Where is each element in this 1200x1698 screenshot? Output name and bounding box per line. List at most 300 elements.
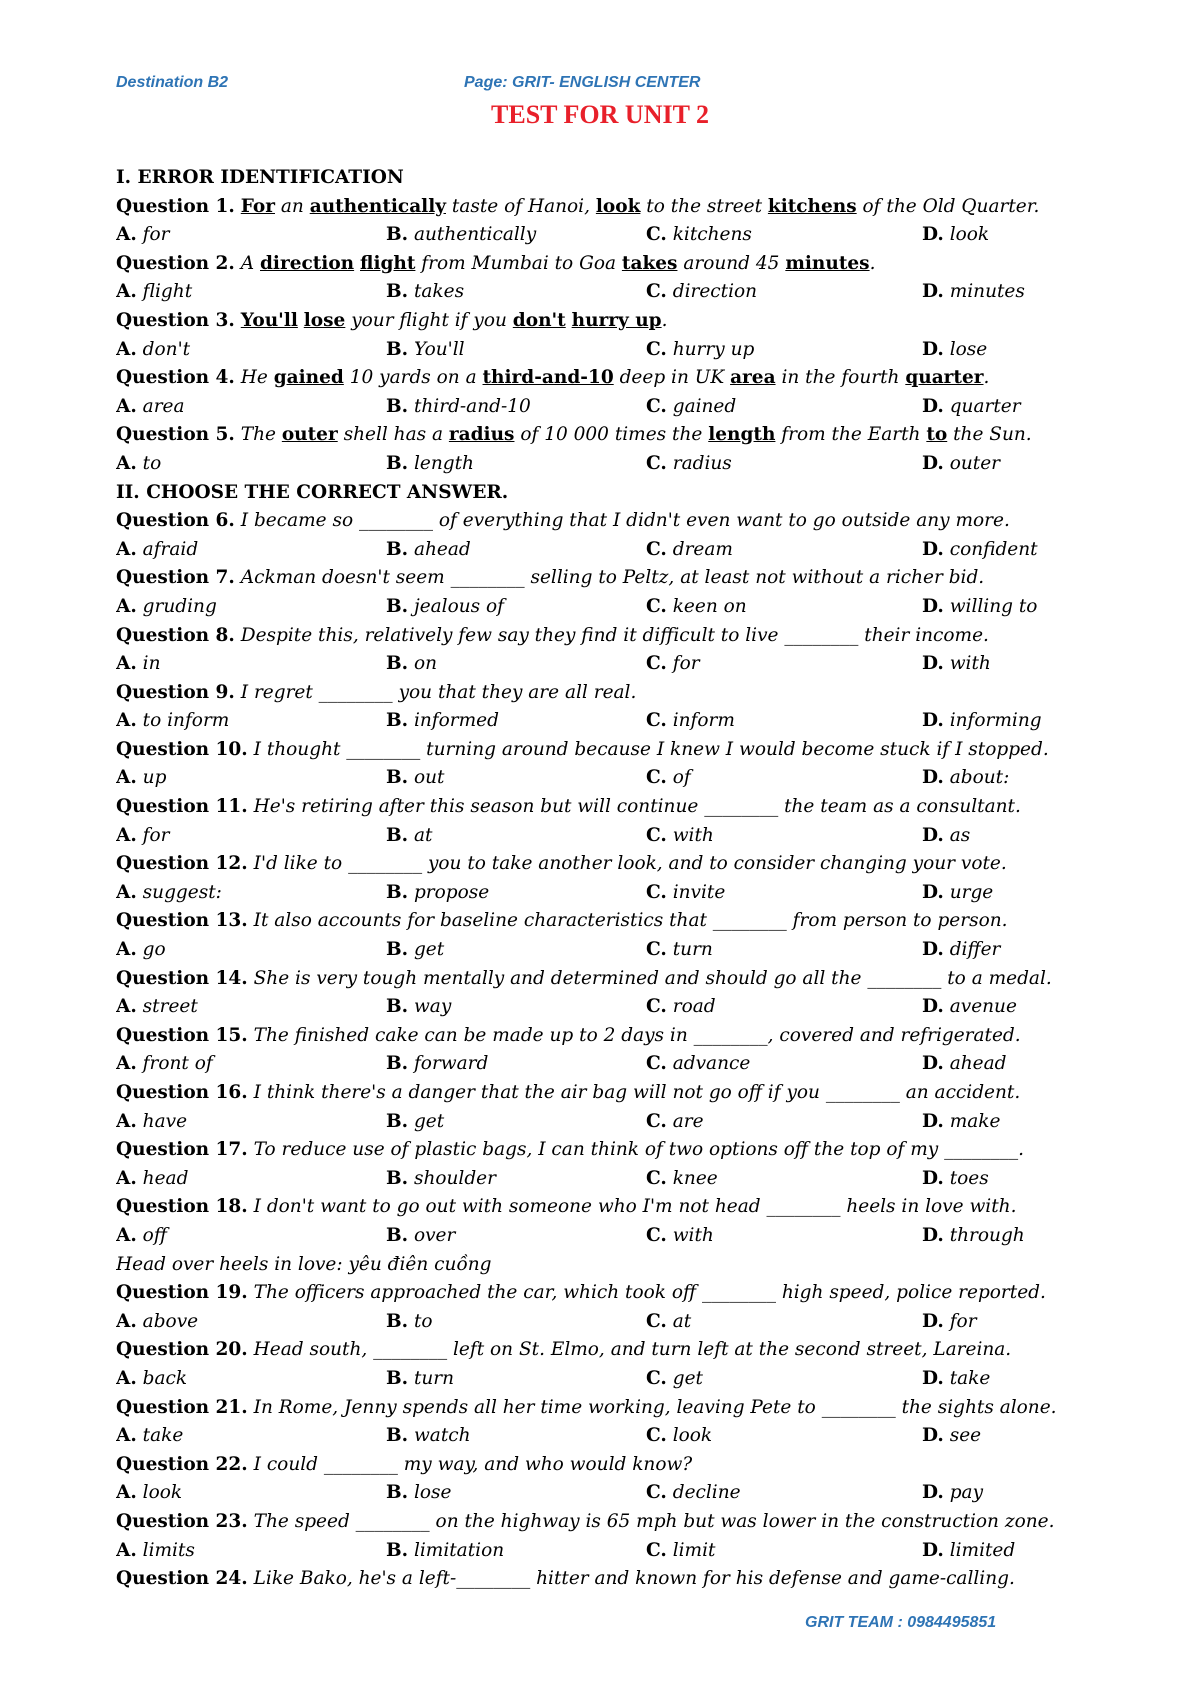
answer-option — [386, 1479, 646, 1508]
question-number: Question 17. — [116, 1139, 248, 1161]
option-text: minutes — [943, 281, 1025, 303]
answer-option — [116, 450, 386, 479]
underlined-word: takes — [621, 252, 678, 274]
question-fragment: of the Old Quarter. — [856, 195, 1040, 217]
answer-option — [116, 1108, 386, 1137]
option-letter: D. — [922, 1425, 944, 1447]
answer-option — [116, 393, 386, 422]
answer-option — [922, 536, 1038, 565]
option-letter: A. — [116, 538, 137, 560]
option-letter: B. — [386, 395, 409, 417]
question-number: Question 19. — [116, 1282, 248, 1304]
answer-option — [386, 1308, 646, 1337]
answer-option — [646, 593, 922, 622]
option-text: willing to — [943, 595, 1038, 617]
section-heading: II. CHOOSE THE CORRECT ANSWER. — [116, 481, 509, 503]
question-text — [248, 1139, 1024, 1160]
question-line — [116, 1279, 1136, 1308]
question-number: Question 7. — [116, 567, 235, 589]
answer-option — [116, 1308, 386, 1337]
option-letter: A. — [116, 1482, 137, 1504]
question-text — [235, 567, 984, 588]
question-number: Question 16. — [116, 1082, 248, 1103]
answer-option — [386, 1365, 646, 1394]
option-text: limit — [666, 1539, 716, 1561]
answer-option — [386, 536, 646, 565]
option-letter: D. — [922, 1053, 944, 1075]
answer-option — [386, 593, 646, 622]
answer-option — [646, 822, 922, 851]
question-line — [116, 679, 1136, 708]
option-text: authentically — [408, 224, 537, 246]
underlined-word: lose — [303, 309, 346, 331]
answer-option — [922, 393, 1021, 422]
option-text: informing — [943, 710, 1042, 732]
answer-option — [646, 393, 922, 422]
underlined-word: kitchens — [767, 195, 857, 217]
answer-option — [922, 1222, 1025, 1251]
option-letter: B. — [386, 1310, 409, 1332]
answer-option — [646, 1537, 922, 1566]
question-fragment: I don't want to go out with someone who I'm not head ________ heels in love with. — [247, 1196, 1017, 1218]
option-letter: D. — [922, 710, 944, 732]
option-letter: A. — [116, 710, 137, 732]
answer-option — [922, 336, 987, 365]
option-text: lose — [408, 1482, 452, 1504]
question-text — [248, 739, 1049, 760]
option-text: lose — [943, 338, 988, 360]
answer-option — [646, 993, 922, 1022]
option-letter: A. — [116, 939, 137, 961]
underlined-word: radius — [448, 424, 515, 446]
option-letter: B. — [386, 767, 409, 789]
option-text: about: — [943, 767, 1010, 789]
option-text: inform — [666, 710, 735, 732]
answer-option — [646, 1479, 922, 1508]
option-text: for — [136, 824, 170, 846]
option-letter: B. — [386, 595, 409, 617]
answer-option — [646, 536, 922, 565]
option-text: limited — [943, 1539, 1016, 1561]
option-letter: B. — [386, 338, 409, 360]
underlined-word: don't — [512, 309, 566, 331]
question-text — [248, 1025, 1021, 1046]
option-letter: B. — [386, 224, 409, 246]
question-fragment: I'd like to ________ you to take another look, and to consider changing your vote. — [247, 853, 1007, 875]
question-text — [235, 196, 1040, 217]
question-text — [235, 510, 1010, 531]
option-text: as — [943, 824, 971, 846]
option-letter: B. — [386, 1482, 409, 1504]
question-number: Question 13. — [116, 910, 248, 932]
question-fragment: Like Bako, he's a left-________ hitter and known for his defense and game-calling. — [247, 1568, 1015, 1590]
option-text: up — [136, 767, 167, 789]
option-text: limits — [136, 1539, 195, 1561]
option-text: road — [666, 996, 716, 1018]
option-letter: C. — [646, 1367, 667, 1389]
option-text: dream — [666, 538, 733, 560]
question-text — [235, 625, 989, 646]
option-letter: C. — [646, 538, 667, 560]
question-fragment: The officers approached the car, which took off ________ high speed, police reported. — [247, 1282, 1046, 1304]
option-letter: D. — [922, 281, 944, 303]
answer-option — [386, 764, 646, 793]
answer-option — [386, 1537, 646, 1566]
question-text — [248, 796, 1021, 817]
option-text: with — [943, 653, 991, 675]
answer-option — [646, 1308, 922, 1337]
underlined-word: flight — [360, 252, 416, 274]
answer-option — [922, 593, 1037, 622]
option-text: look — [943, 224, 990, 246]
answer-option — [646, 879, 922, 908]
option-letter: B. — [386, 996, 409, 1018]
answer-options — [116, 593, 1136, 622]
question-number: Question 12. — [116, 853, 248, 875]
answer-option — [386, 1050, 646, 1079]
question-fragment: . — [661, 309, 668, 331]
underlined-word: hurry up — [571, 309, 662, 331]
option-letter: B. — [386, 1167, 409, 1189]
answer-option — [116, 650, 386, 679]
question-line — [116, 850, 1136, 879]
option-letter: C. — [646, 710, 667, 732]
option-text: at — [408, 824, 433, 846]
question-line — [116, 1079, 1136, 1108]
answer-option — [922, 936, 1000, 965]
question-line — [116, 1394, 1136, 1423]
option-text: in — [136, 653, 161, 675]
option-text: take — [136, 1425, 184, 1447]
question-line — [116, 1565, 1136, 1594]
option-letter: D. — [922, 1310, 944, 1332]
question-line — [116, 793, 1136, 822]
answer-options — [116, 764, 1136, 793]
option-text: head — [136, 1167, 189, 1189]
option-text: on — [408, 653, 438, 675]
option-letter: D. — [922, 824, 944, 846]
option-text: radius — [666, 452, 732, 474]
answer-option — [646, 1050, 922, 1079]
underlined-word: look — [595, 195, 641, 217]
answer-option — [922, 278, 1025, 307]
option-letter: D. — [922, 395, 944, 417]
option-letter: A. — [116, 824, 137, 846]
header-left: Destination B2 — [116, 74, 229, 91]
question-fragment: your flight if you — [345, 309, 513, 331]
answer-option — [386, 822, 646, 851]
question-fragment: an — [274, 195, 310, 217]
answer-option — [646, 936, 922, 965]
option-text: invite — [666, 881, 726, 903]
option-letter: C. — [646, 1224, 667, 1246]
option-letter: B. — [386, 1367, 409, 1389]
option-letter: A. — [116, 1110, 137, 1132]
option-letter: B. — [386, 710, 409, 732]
answer-option — [922, 1308, 977, 1337]
option-text: have — [136, 1110, 188, 1132]
option-text: gruding — [136, 595, 217, 617]
answer-options — [116, 450, 1136, 479]
option-text: toes — [943, 1167, 989, 1189]
answer-option — [386, 393, 646, 422]
question-text — [248, 1082, 1020, 1103]
underlined-word: authentically — [309, 195, 446, 217]
question-fragment: of 10 000 times the — [514, 424, 709, 446]
option-text: look — [666, 1425, 713, 1447]
question-number: Question 14. — [116, 967, 248, 989]
answer-option — [646, 764, 922, 793]
question-number: Question 22. — [116, 1453, 248, 1475]
answer-options — [116, 1537, 1136, 1566]
option-text: look — [136, 1482, 183, 1504]
option-letter: A. — [116, 1310, 137, 1332]
option-letter: B. — [386, 1110, 409, 1132]
answer-option — [386, 879, 646, 908]
question-fragment: around 45 — [677, 252, 786, 274]
question-fragment: He — [234, 367, 274, 389]
answer-option — [646, 1108, 922, 1137]
option-text: back — [136, 1367, 188, 1389]
answer-option — [386, 1165, 646, 1194]
answer-options — [116, 278, 1136, 307]
option-letter: B. — [386, 824, 409, 846]
question-text — [248, 968, 1052, 989]
question-fragment: I became so ________ of everything that I didn't even want to go outside any more. — [234, 510, 1010, 532]
option-letter: A. — [116, 1167, 137, 1189]
question-fragment: from the Earth — [775, 424, 927, 446]
answer-option — [116, 278, 386, 307]
underlined-word: to — [926, 424, 948, 446]
question-fragment: deep in UK — [613, 367, 731, 389]
answer-options — [116, 221, 1136, 250]
answer-option — [386, 450, 646, 479]
answer-option — [646, 336, 922, 365]
option-letter: B. — [386, 1053, 409, 1075]
option-text: length — [408, 452, 474, 474]
underlined-word: direction — [260, 252, 355, 274]
option-letter: D. — [922, 653, 944, 675]
note-line: Head over heels in love: yêu điên cuồng — [116, 1253, 492, 1275]
option-letter: A. — [116, 1425, 137, 1447]
option-letter: B. — [386, 1224, 409, 1246]
question-line — [116, 250, 1136, 279]
answer-option — [646, 1165, 922, 1194]
option-text: ahead — [943, 1053, 1007, 1075]
option-text: decline — [666, 1482, 741, 1504]
answer-options — [116, 1050, 1136, 1079]
question-line — [116, 1336, 1136, 1365]
question-line — [116, 507, 1136, 536]
option-text: urge — [943, 881, 994, 903]
question-line — [116, 1022, 1136, 1051]
question-line — [116, 622, 1136, 651]
question-fragment: from Mumbai to Goa — [415, 252, 622, 274]
question-fragment: 10 yards on a — [343, 367, 483, 389]
answer-options — [116, 1308, 1136, 1337]
answer-option — [922, 1422, 981, 1451]
question-number: Question 24. — [116, 1568, 248, 1590]
question-fragment: taste of Hanoi, — [446, 195, 596, 217]
question-number: Question 3. — [116, 309, 235, 331]
option-letter: B. — [386, 452, 409, 474]
option-letter: C. — [646, 1110, 667, 1132]
answer-option — [116, 1165, 386, 1194]
underlined-word: area — [730, 367, 776, 389]
question-fragment: The — [234, 424, 282, 446]
option-text: pay — [943, 1482, 984, 1504]
answer-option — [646, 221, 922, 250]
question-number: Question 8. — [116, 624, 235, 646]
option-letter: A. — [116, 224, 137, 246]
option-text: You'll — [408, 338, 465, 360]
option-letter: A. — [116, 881, 137, 903]
option-text: takes — [408, 281, 465, 303]
option-letter: D. — [922, 996, 944, 1018]
answer-options — [116, 936, 1136, 965]
option-text: hurry up — [666, 338, 755, 360]
option-text: direction — [666, 281, 758, 303]
option-letter: D. — [922, 881, 944, 903]
option-letter: C. — [646, 1482, 667, 1504]
question-fragment: The speed ________ on the highway is 65 mph but was lower in the construction zone. — [247, 1510, 1055, 1532]
answer-options — [116, 1165, 1136, 1194]
test-content — [116, 164, 1136, 1594]
option-text: street — [136, 996, 198, 1018]
option-text: suggest: — [136, 881, 222, 903]
option-text: quarter — [943, 395, 1021, 417]
answer-option — [116, 593, 386, 622]
question-number: Question 5. — [116, 424, 235, 446]
answer-options — [116, 707, 1136, 736]
option-text: shoulder — [408, 1167, 496, 1189]
question-text — [235, 424, 1032, 445]
question-line — [116, 1136, 1136, 1165]
answer-option — [922, 764, 1009, 793]
answer-option — [922, 879, 993, 908]
question-text — [248, 1196, 1017, 1217]
option-text: knee — [666, 1167, 718, 1189]
option-letter: C. — [646, 939, 667, 961]
question-line — [116, 421, 1136, 450]
question-number: Question 18. — [116, 1196, 248, 1218]
question-fragment: I thought ________ turning around because I knew I would become stuck if I stopped. — [247, 738, 1049, 760]
question-text — [248, 1511, 1055, 1532]
answer-option — [116, 1365, 386, 1394]
question-line — [116, 307, 1136, 336]
answer-option — [386, 1222, 646, 1251]
option-letter: C. — [646, 996, 667, 1018]
underlined-word: length — [708, 424, 776, 446]
answer-option — [386, 221, 646, 250]
option-text: confident — [943, 538, 1038, 560]
option-letter: B. — [386, 281, 409, 303]
question-text — [248, 1568, 1015, 1589]
answer-options — [116, 536, 1136, 565]
underlined-word: quarter — [905, 367, 984, 389]
answer-option — [116, 1222, 386, 1251]
option-letter: B. — [386, 939, 409, 961]
answer-option — [922, 1537, 1015, 1566]
answer-options — [116, 993, 1136, 1022]
option-text: way — [408, 996, 452, 1018]
option-text: to — [136, 452, 162, 474]
answer-options — [116, 879, 1136, 908]
answer-option — [646, 1222, 922, 1251]
answer-option — [922, 221, 989, 250]
option-text: off — [136, 1224, 167, 1246]
option-letter: A. — [116, 595, 137, 617]
option-text: flight — [136, 281, 193, 303]
option-text: go — [136, 939, 166, 961]
option-letter: C. — [646, 653, 667, 675]
question-number: Question 9. — [116, 681, 235, 703]
answer-options — [116, 1222, 1136, 1251]
question-number: Question 23. — [116, 1510, 248, 1532]
option-text: don't — [136, 338, 191, 360]
option-text: advance — [666, 1053, 751, 1075]
question-number: Question 11. — [116, 796, 248, 818]
answer-option — [116, 1422, 386, 1451]
answer-options — [116, 336, 1136, 365]
answer-option — [922, 1108, 1000, 1137]
question-text — [235, 682, 636, 703]
option-text: keen on — [666, 595, 747, 617]
question-fragment: She is very tough mentally and determined and should go all the ________ to a medal. — [247, 967, 1052, 989]
answer-option — [116, 336, 386, 365]
option-letter: D. — [922, 538, 944, 560]
option-letter: B. — [386, 881, 409, 903]
question-text — [248, 853, 1007, 874]
underlined-word: outer — [281, 424, 338, 446]
option-text: for — [666, 653, 700, 675]
question-line — [116, 736, 1136, 765]
option-letter: D. — [922, 452, 944, 474]
question-text — [235, 253, 876, 274]
option-letter: C. — [646, 824, 667, 846]
question-fragment: . — [869, 252, 876, 274]
option-text: out — [408, 767, 445, 789]
question-line — [116, 907, 1136, 936]
underlined-word: You'll — [240, 309, 298, 331]
option-letter: B. — [386, 1425, 409, 1447]
option-letter: C. — [646, 452, 667, 474]
option-letter: D. — [922, 1482, 944, 1504]
question-number: Question 6. — [116, 510, 235, 532]
option-text: for — [136, 224, 170, 246]
option-letter: A. — [116, 452, 137, 474]
answer-options — [116, 1479, 1136, 1508]
option-text: with — [666, 1224, 714, 1246]
question-fragment: To reduce use of plastic bags, I can think of two options off the top of my ________. — [247, 1139, 1025, 1161]
option-letter: C. — [646, 767, 667, 789]
answer-option — [922, 450, 1000, 479]
underlined-word: gained — [273, 367, 344, 389]
answer-options — [116, 1108, 1136, 1137]
option-letter: D. — [922, 224, 944, 246]
option-letter: A. — [116, 1539, 137, 1561]
question-line — [116, 1193, 1136, 1222]
option-text: at — [666, 1310, 692, 1332]
question-fragment: I could ________ my way, and who would know? — [247, 1453, 693, 1475]
question-fragment: the Sun. — [947, 424, 1032, 446]
option-letter: C. — [646, 595, 667, 617]
option-letter: D. — [922, 939, 944, 961]
answer-option — [386, 1422, 646, 1451]
option-text: get — [408, 939, 445, 961]
question-fragment: I regret ________ you that they are all real. — [234, 681, 637, 703]
question-number: Question 15. — [116, 1024, 248, 1046]
